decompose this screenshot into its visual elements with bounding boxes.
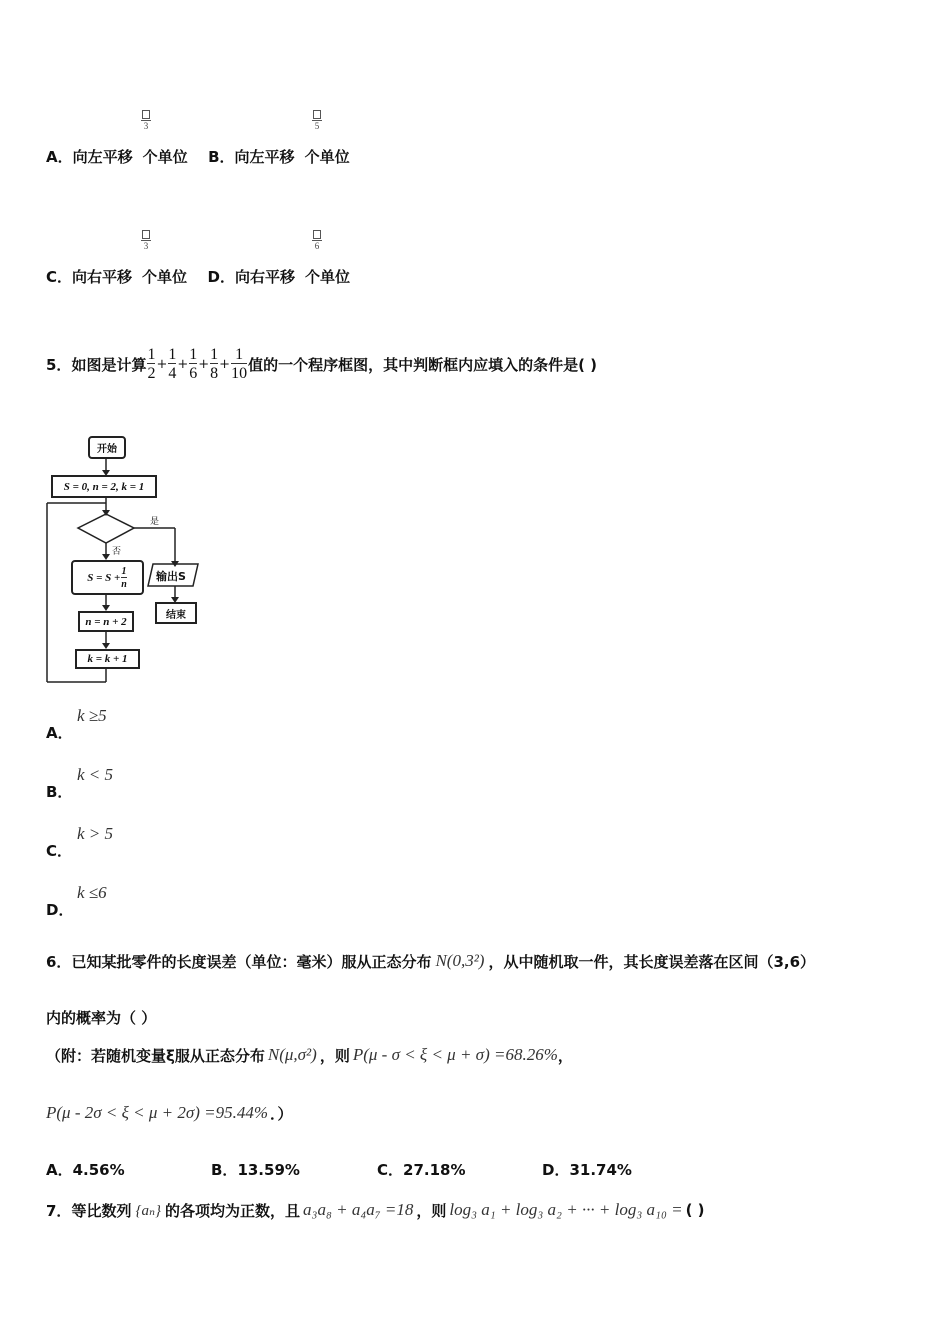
question-6-line-1 bbox=[46, 944, 815, 978]
fraction-pi-over-6: 6 bbox=[312, 230, 322, 252]
option-letter: D． bbox=[207, 268, 235, 286]
question-number: 7． bbox=[46, 1201, 72, 1220]
fraction-pi-over-3: 3 bbox=[141, 110, 151, 132]
question-text: ，从中随机取一件，其长度误差落在区间（3,6） bbox=[488, 952, 816, 971]
question-text: 等比数列 bbox=[71, 1201, 132, 1220]
fraction: $\frac{1}{10}$ bbox=[231, 346, 248, 382]
fraction: $\frac{1}{2}$ bbox=[147, 346, 156, 382]
q5-option-b-expr: k < 5 bbox=[77, 765, 114, 784]
flowchart-no-label: 否 bbox=[112, 547, 122, 557]
option-text: 向左平移 bbox=[72, 148, 133, 166]
condition-formula: a₃a₈ + a₄a₇ =18 bbox=[303, 1200, 414, 1219]
question-6-note: （附：若随机变量ξ服从正态分布 N(μ,σ²) ，则 P(μ - σ < ξ < μ + σ) =68.26% ， bbox=[46, 1045, 573, 1065]
q5-option-b-letter: B． bbox=[46, 783, 73, 801]
flowchart-yes-label: 是 bbox=[150, 517, 160, 527]
option-letter: B． bbox=[208, 148, 235, 166]
q5-option-d-letter: D． bbox=[46, 901, 74, 919]
option-unit: 个单位 bbox=[304, 148, 350, 166]
fraction: $\frac{1}{8}$ bbox=[210, 346, 219, 382]
option-letter: A． bbox=[46, 148, 73, 166]
question-5-stem: 5． 如图是计算 $\frac{1}{2}$ + $\frac{1}{4}$ + $\frac{1}{6}$ + $\frac{1}{8}$ + $\frac{1}{10}$ 值的一个程序框图，其中判断框内应填入的条件是( ) bbox=[46, 346, 598, 382]
question-6-line-2: 内的概率为（ ） bbox=[46, 1009, 157, 1027]
question-6-note-2: P(μ - 2σ < ξ < μ + 2σ) =95.44% ．） bbox=[46, 1103, 293, 1123]
question-text: 已知某批零件的长度误差（单位：毫米）服从正态分布 bbox=[71, 952, 432, 971]
flowchart-output: 输出S bbox=[156, 570, 186, 583]
question-text: 如图是计算 bbox=[71, 355, 147, 374]
option-unit: 个单位 bbox=[142, 268, 188, 286]
fraction-pi-over-3: 3 bbox=[141, 230, 151, 252]
flowchart-start: 开始 bbox=[88, 436, 126, 459]
q5-option-d-expr: k ≤6 bbox=[77, 883, 107, 902]
option-unit: 个单位 bbox=[304, 268, 350, 286]
flowchart-end: 结束 bbox=[155, 602, 197, 624]
normal-distribution: N(μ,σ²) bbox=[267, 1045, 317, 1064]
fraction: $\frac{1}{6}$ bbox=[189, 346, 198, 382]
q5-option-a-letter: A． bbox=[46, 724, 73, 742]
q5-option-c-letter: C． bbox=[46, 842, 73, 860]
question-7-stem bbox=[46, 1192, 705, 1228]
question-text: 的各项均为正数，且 bbox=[165, 1201, 301, 1220]
question-text: 值的一个程序框图，其中判断框内应填入的条件是( ) bbox=[248, 355, 598, 374]
q6-option-a: A．4.56% bbox=[46, 1161, 125, 1179]
sequence: {aₙ} bbox=[135, 1202, 162, 1219]
q6-option-b: B．13.59% bbox=[211, 1161, 300, 1179]
probability-formula: P(μ - σ < ξ < μ + σ) =68.26% bbox=[352, 1045, 558, 1064]
q6-option-d: D．31.74% bbox=[542, 1161, 632, 1179]
flowchart-assign-k: k = k + 1 bbox=[75, 649, 140, 669]
option-letter: C． bbox=[46, 268, 73, 286]
fraction-pi-over-5: 5 bbox=[312, 110, 322, 132]
q5-option-a-expr: k ≥5 bbox=[77, 706, 107, 725]
question-number: 5． bbox=[46, 355, 72, 374]
flowchart-assign-n: n = n + 2 bbox=[78, 611, 134, 632]
q6-option-c: C．27.18% bbox=[377, 1161, 466, 1179]
option-unit: 个单位 bbox=[142, 148, 188, 166]
option-text: 向右平移 bbox=[234, 268, 295, 286]
fraction: $\frac{1}{4}$ bbox=[168, 346, 177, 382]
question-text: ，则 bbox=[416, 1201, 447, 1220]
flowchart-lines bbox=[0, 0, 260, 700]
log-sum-formula: log₃ a₁ + log₃ a₂ + ··· + log₃ a₁₀ = bbox=[449, 1200, 683, 1219]
option-text: 向右平移 bbox=[72, 268, 133, 286]
flowchart-assign-s: S = S + $\frac{1}{n}$ bbox=[71, 560, 144, 595]
probability-formula: P(μ - 2σ < ξ < μ + 2σ) =95.44% bbox=[46, 1103, 269, 1122]
answer-paren: ( ) bbox=[685, 1201, 705, 1219]
q5-option-c-expr: k > 5 bbox=[77, 824, 114, 843]
normal-distribution: N(0,3²) bbox=[435, 951, 485, 970]
flowchart-init: S = 0, n = 2, k = 1 bbox=[51, 475, 157, 498]
note-text: （附：若随机变量ξ服从正态分布 bbox=[46, 1046, 265, 1065]
note-text: ，则 bbox=[319, 1046, 350, 1065]
question-number: 6． bbox=[46, 952, 72, 971]
option-text: 向左平移 bbox=[234, 148, 295, 166]
